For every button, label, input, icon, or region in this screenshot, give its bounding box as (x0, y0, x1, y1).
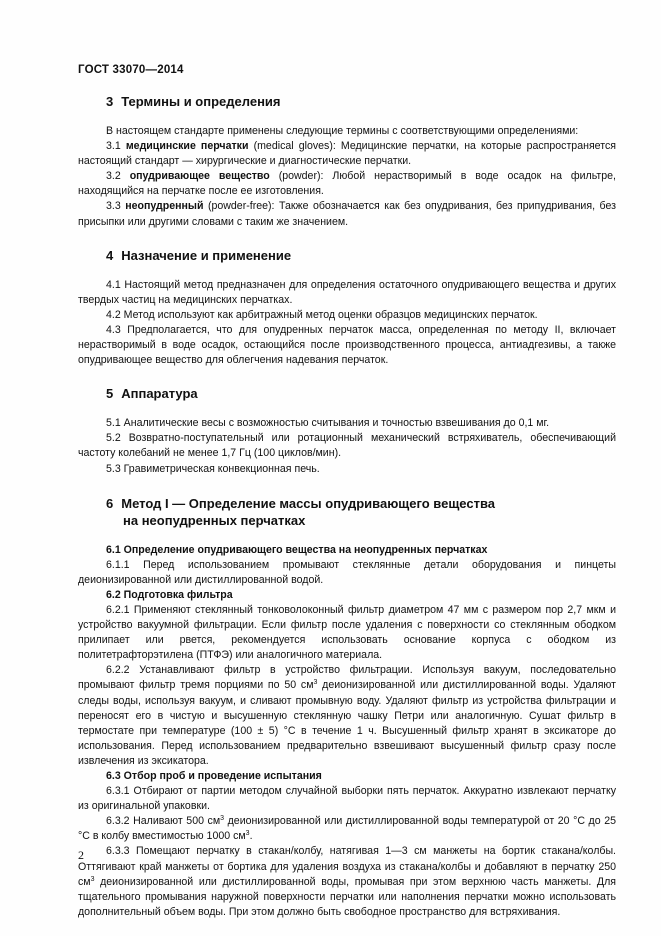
term: медицинские перчатки (125, 140, 249, 153)
subsection-heading: 6.3 Отбор проб и проведение испытания (106, 770, 322, 782)
paragraph: В настоящем стандарте применены следующие термины с соответствующими определениями: (106, 125, 579, 137)
section-title: Термины и определения (121, 94, 281, 109)
section-number: 5 (106, 386, 114, 402)
term-definition: 3.2 опудривающее вещество (powder): Любой нерастворимый в воде осадок на фильтре, находящийся на перчатке после ее изготовления. (78, 170, 616, 198)
paragraph: 5.3 Гравиметрическая конвекционная печь. (106, 462, 320, 475)
paragraph: 5.2 Возвратно-поступательный или ротационный механический встряхиватель, обеспечивающий частоту колебаний не менее 1,7 Гц (100 циклов/мин). (78, 432, 616, 460)
document-header: ГОСТ 33070—2014 (78, 64, 184, 76)
section-title-line2: на неопудренных перчатках (123, 512, 306, 528)
page-content (78, 94, 616, 920)
section-title: Метод I — Определение массы опудривающего вещества (121, 495, 496, 511)
paragraph: 6.3.3 Помещают перчатку в стакан/колбу, натягивая 1—3 см манжеты на бортик стакана/колбы. Оттягивают край манжеты от бортика для удаления воздуха из стакана/колбы и добавляют в перчатку 250 $см^3$ деионизированной или дистиллированной воды, промывая при этом верхнюю часть манжеты. Для тщательного промывания наружной поверхности перчатки или наполнения перчатки можно использовать дополнительный объем воды. При этом должно быть свободное пространство для встряхивания. (78, 845, 616, 918)
subsection-heading: 6.1 Определение опудривающего вещества на неопудренных перчатках (106, 543, 488, 556)
paragraph: 6.2.2 Устанавливают фильтр в устройство фильтрации. Используя вакуум, последовательно промывают фильтр тремя порциями по 50 $см^3$ деионизированной или дистиллированной воды. Удаляют следы воды, используя вакуум, и сливают промывную воду. Удаляют фильтр из устройства фильтрации и переносят его в чистую и высушенную стеклянную чашку Петри или аналогичную. Сушат фильтр в термостате при температуре (100 ± 5) °С в течение 1 ч. Высушенный фильтр хранят в эксикаторе до использования. Перед использованием предварительно взвешивают высушенный фильтр сразу после извлечения из эксикатора. (78, 664, 616, 767)
paragraph: 6.3.2 Наливают 500 $см^3$ деионизированной или дистиллированной воды температурой от 20 °С до 25 °С в колбу вместимостью 1000 $см^3$. (78, 815, 616, 843)
paragraph: 4.3 Предполагается, что для опудренных перчаток масса, определенная по методу II, включает нерастворимый в воде осадок, остающийся после производственного процесса, антиадгезивы, а также опудривающее вещество для облегчения надевания перчаток. (78, 323, 616, 367)
section-number: 6 (106, 495, 114, 511)
section-4-heading (78, 248, 616, 264)
term: опудривающее вещество (129, 170, 270, 183)
section-5-heading (78, 386, 616, 402)
subsection-heading: 6.2 Подготовка фильтра (106, 588, 233, 601)
section-6-heading (78, 495, 616, 529)
section-title: Назначение и применение (121, 247, 292, 263)
section-number: 4 (106, 247, 114, 263)
term-definition: 3.1 медицинские перчатки (medical gloves): Медицинские перчатки, на которые распространяется настоящий стандарт — хирургические и диагностические перчатки. (78, 140, 616, 168)
section-number: 3 (106, 94, 114, 109)
paragraph: 4.2 Метод используют как арбитражный метод оценки образцов медицинских перчаток. (106, 308, 538, 321)
page-number: 2 (78, 848, 84, 862)
term-definition: 3.3 неопудренный (powder-free): Также обозначается как без опудривания, без припудривания, без присыпки или другими словами с таким же значением. (78, 200, 616, 228)
section-3-heading (78, 94, 616, 110)
term: неопудренный (125, 200, 204, 213)
section-title: Аппаратура (121, 386, 198, 402)
paragraph: 4.1 Настоящий метод предназначен для определения остаточного опудривающего вещества и других твердых частиц на медицинских перчатках. (78, 278, 616, 306)
paragraph: 6.2.1 Применяют стеклянный тонковолоконный фильтр диаметром 47 мм с размером пор 2,7 мкм и устройство вакуумной фильтрации. Если фильтр после удаления с поверхности со стеклянным ободком прилипает или рвется, рекомендуется использовать основание корпуса с ободком из политетрафторэтилена (ПТФЭ) или аналогичного материала. (78, 603, 616, 662)
paragraph: 6.1.1 Перед использованием промывают стеклянные детали оборудования и пинцеты деионизированной или дистиллированной водой. (78, 558, 616, 586)
paragraph: 6.3.1 Отбирают от партии методом случайной выборки пять перчаток. Аккуратно извлекают перчатку из оригинальной упаковки. (78, 785, 616, 813)
paragraph: 5.1 Аналитические весы с возможностью считывания и точностью взвешивания до 0,1 мг. (106, 417, 550, 430)
